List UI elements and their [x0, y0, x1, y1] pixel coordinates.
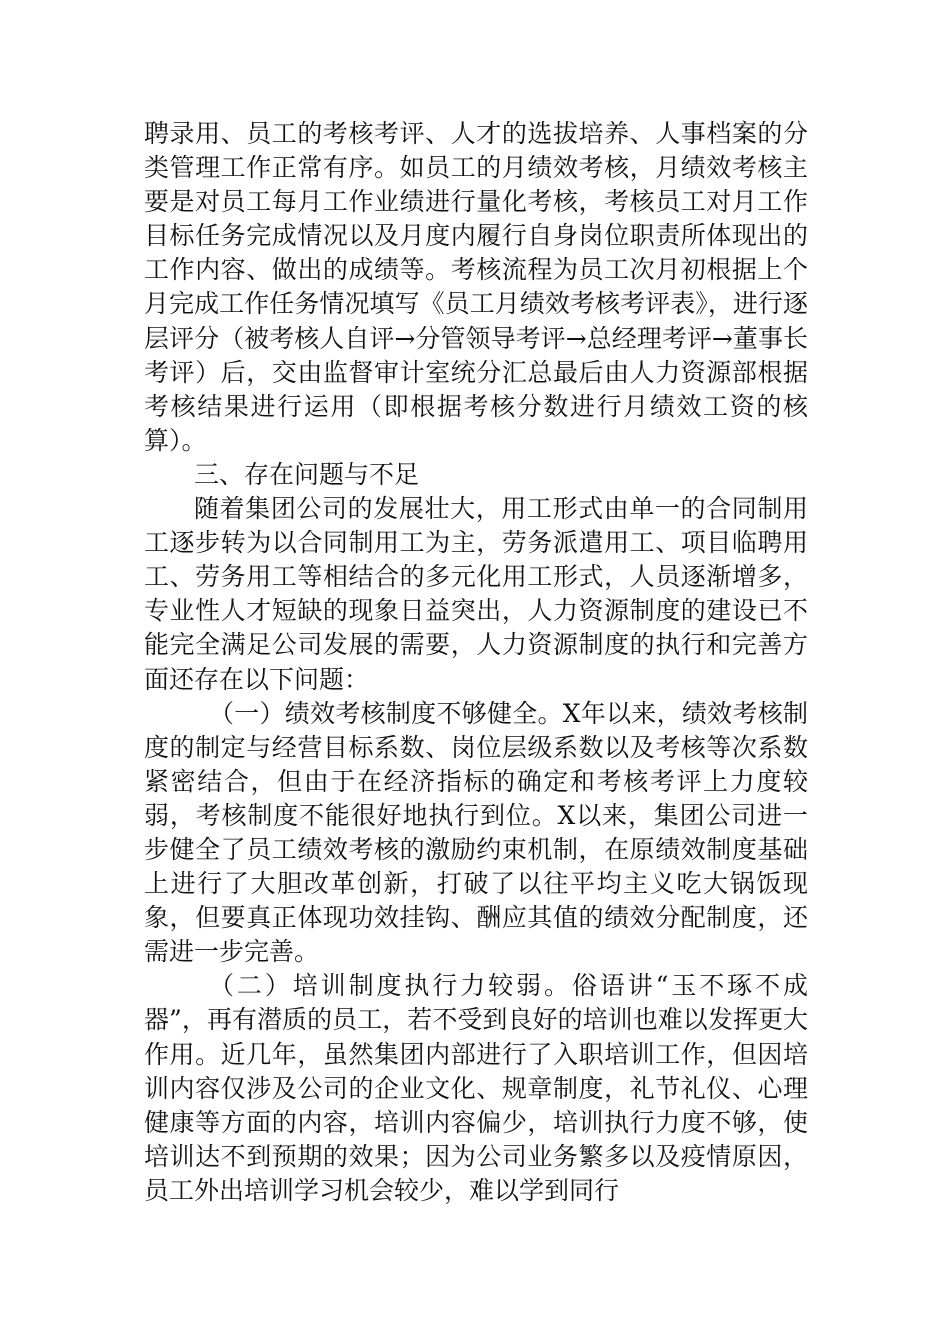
paragraph-training — [144, 969, 808, 1208]
paragraph-performance-assessment — [144, 697, 808, 970]
subheading-performance-assessment: （一）绩效考核制度不够健全。 — [209, 698, 563, 728]
paragraph-problems-intro: 随着集团公司的发展壮大，用工形式由单一的合同制用工逐步转为以合同制用工为主，劳务派遣用工、项目临聘用工、劳务用工等相结合的多元化用工形式，人员逐渐增多，专业性人才短缺的现象日益突出，人力资源制度的建设已不能完全满足公司发展的需要，人力资源制度的执行和完善方面还存在以下问题： — [144, 494, 808, 694]
paragraph-performance-assessment-body: X年以来，绩效考核制度的制定与经营目标系数、岗位层级系数以及考核等次系数紧密结合，但由于在经济指标的确定和考核考评上力度较弱，考核制度不能很好地执行到位。X以来，集团公司进一步健全了员工绩效考核的激励约束机制，在原绩效制度基础上进行了大胆改革创新，打破了以往平均主义吃大锅饭现象，但要真正体现功效挂钩、酬应其值的绩效分配制度，还需进一步完善。 — [144, 698, 808, 967]
paragraph-training-body: 俗语讲“玉不琢不成器”，再有潜质的员工，若不受到良好的培训也难以发挥更大作用。近几年，虽然集团内部进行了入职培训工作，但因培训内容仅涉及公司的企业文化、规章制度，礼节礼仪、心理健康等方面的内容，培训内容偏少，培训执行力度不够，使培训达不到预期的效果；因为公司业务繁多以及疫情原因，员工外出培训学习机会较少，难以学到同行 — [144, 971, 808, 1205]
subheading-training: （二）培训制度执行力较弱。 — [209, 971, 572, 1001]
section-heading-problems: 三、存在问题与不足 — [194, 459, 420, 489]
paragraph-personnel-management: 聘录用、员工的考核考评、人才的选拔培养、人事档案的分类管理工作正常有序。如员工的月绩效考核，月绩效考核主要是对员工每月工作业绩进行量化考核，考核员工对月工作目标任务完成情况以及月度内履行自身岗位职责所体现出的工作内容、做出的成绩等。考核流程为员工次月初根据上个月完成工作任务情况填写《员工月绩效考核考评表》，进行逐层评分（被考核人自评→分管领导考评→总经理考评→董事长考评）后，交由监督审计室统分汇总最后由人力资源部根据考核结果进行运用（即根据考核分数进行月绩效工资的核算）。 — [144, 119, 808, 455]
document-page — [144, 117, 808, 1208]
